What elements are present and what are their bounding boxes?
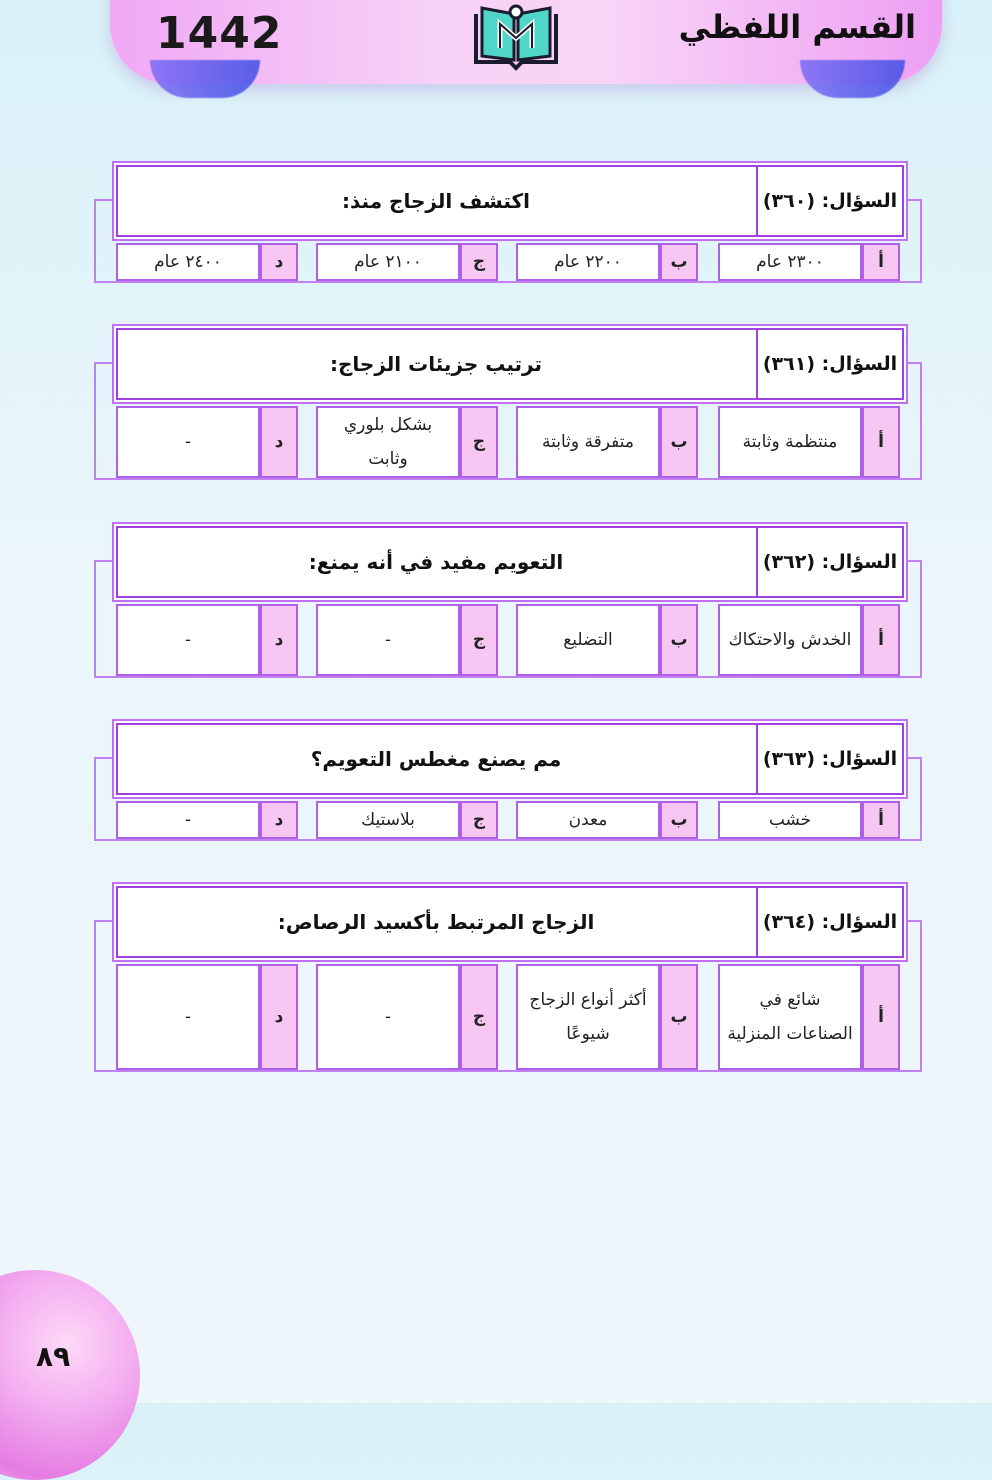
answer-option-letter[interactable]: ج — [460, 406, 498, 478]
answer-option-text[interactable]: ٢٣٠٠ عام — [718, 243, 862, 281]
question-row — [116, 526, 904, 598]
question-row — [116, 328, 904, 400]
answer-option-letter[interactable]: د — [260, 406, 298, 478]
answer-option-text[interactable]: شائع في الصناعات المنزلية — [718, 964, 862, 1070]
question-number: السؤال: (٣٦٢) — [756, 528, 902, 596]
answer-option-letter[interactable]: ج — [460, 964, 498, 1070]
answer-option-letter[interactable]: ج — [460, 604, 498, 676]
header-decoration-right — [800, 60, 905, 98]
question-text: الزجاج المرتبط بأكسيد الرصاص: — [277, 910, 595, 934]
answer-option-text[interactable]: - — [116, 964, 260, 1070]
answer-option-text[interactable]: ٢٤٠٠ عام — [116, 243, 260, 281]
answer-option-text[interactable]: ٢٢٠٠ عام — [516, 243, 660, 281]
answer-option-letter[interactable]: ج — [460, 243, 498, 281]
answer-option-letter[interactable]: د — [260, 801, 298, 839]
answer-option-letter[interactable]: أ — [862, 604, 900, 676]
answer-option-letter[interactable]: د — [260, 964, 298, 1070]
question-block — [94, 886, 922, 1070]
answer-option-text[interactable]: بشكل بلوري وثابت — [316, 406, 460, 478]
answer-option-letter[interactable]: د — [260, 604, 298, 676]
book-m-logo-icon — [470, 0, 562, 72]
answer-option-text[interactable]: التضليع — [516, 604, 660, 676]
answer-option-text[interactable]: - — [116, 406, 260, 478]
answer-option-letter[interactable]: ب — [660, 964, 698, 1070]
answer-option-letter[interactable]: د — [260, 243, 298, 281]
header-year: 1442 — [156, 8, 283, 59]
answer-row — [116, 604, 900, 676]
header-section-title: القسم اللفظي — [678, 8, 916, 46]
answer-option-letter[interactable]: ب — [660, 406, 698, 478]
question-block — [94, 328, 922, 478]
answer-option-text[interactable]: متفرقة وثابتة — [516, 406, 660, 478]
question-number: السؤال: (٣٦٣) — [756, 725, 902, 793]
question-block — [94, 723, 922, 839]
question-number: السؤال: (٣٦٠) — [756, 167, 902, 235]
answer-row — [116, 964, 900, 1070]
answer-row — [116, 801, 900, 839]
answer-option-text[interactable]: ٢١٠٠ عام — [316, 243, 460, 281]
answer-option-text[interactable]: أكثر أنواع الزجاج شيوعًا — [516, 964, 660, 1070]
question-text: مم يصنع مغطس التعويم؟ — [310, 747, 562, 771]
answer-row — [116, 406, 900, 478]
question-row — [116, 723, 904, 795]
answer-option-text[interactable]: منتظمة وثابتة — [718, 406, 862, 478]
answer-option-text[interactable]: خشب — [718, 801, 862, 839]
question-text: التعويم مفيد في أنه يمنع: — [308, 550, 564, 574]
answer-option-letter[interactable]: ب — [660, 243, 698, 281]
question-block — [94, 165, 922, 281]
answer-option-text[interactable]: - — [116, 801, 260, 839]
answer-row — [116, 243, 900, 281]
answer-option-letter[interactable]: أ — [862, 243, 900, 281]
header-decoration-left — [150, 60, 260, 98]
question-number: السؤال: (٣٦١) — [756, 330, 902, 398]
answer-option-letter[interactable]: ج — [460, 801, 498, 839]
answer-option-text[interactable]: معدن — [516, 801, 660, 839]
answer-option-letter[interactable]: أ — [862, 801, 900, 839]
answer-option-text[interactable]: الخدش والاحتكاك — [718, 604, 862, 676]
answer-option-letter[interactable]: ب — [660, 604, 698, 676]
question-number: السؤال: (٣٦٤) — [756, 888, 902, 956]
answer-option-text[interactable]: - — [316, 604, 460, 676]
question-row — [116, 886, 904, 958]
question-text: ترتيب جزيئات الزجاج: — [330, 352, 543, 376]
question-row — [116, 165, 904, 237]
answer-option-letter[interactable]: ب — [660, 801, 698, 839]
question-block — [94, 526, 922, 676]
question-text: اكتشف الزجاج منذ: — [342, 189, 530, 213]
answer-option-letter[interactable]: أ — [862, 406, 900, 478]
answer-option-text[interactable]: - — [116, 604, 260, 676]
page-number: ٨٩ — [36, 1340, 71, 1373]
answer-option-text[interactable]: - — [316, 964, 460, 1070]
answer-option-text[interactable]: بلاستيك — [316, 801, 460, 839]
decorative-orb — [0, 1270, 140, 1480]
answer-option-letter[interactable]: أ — [862, 964, 900, 1070]
